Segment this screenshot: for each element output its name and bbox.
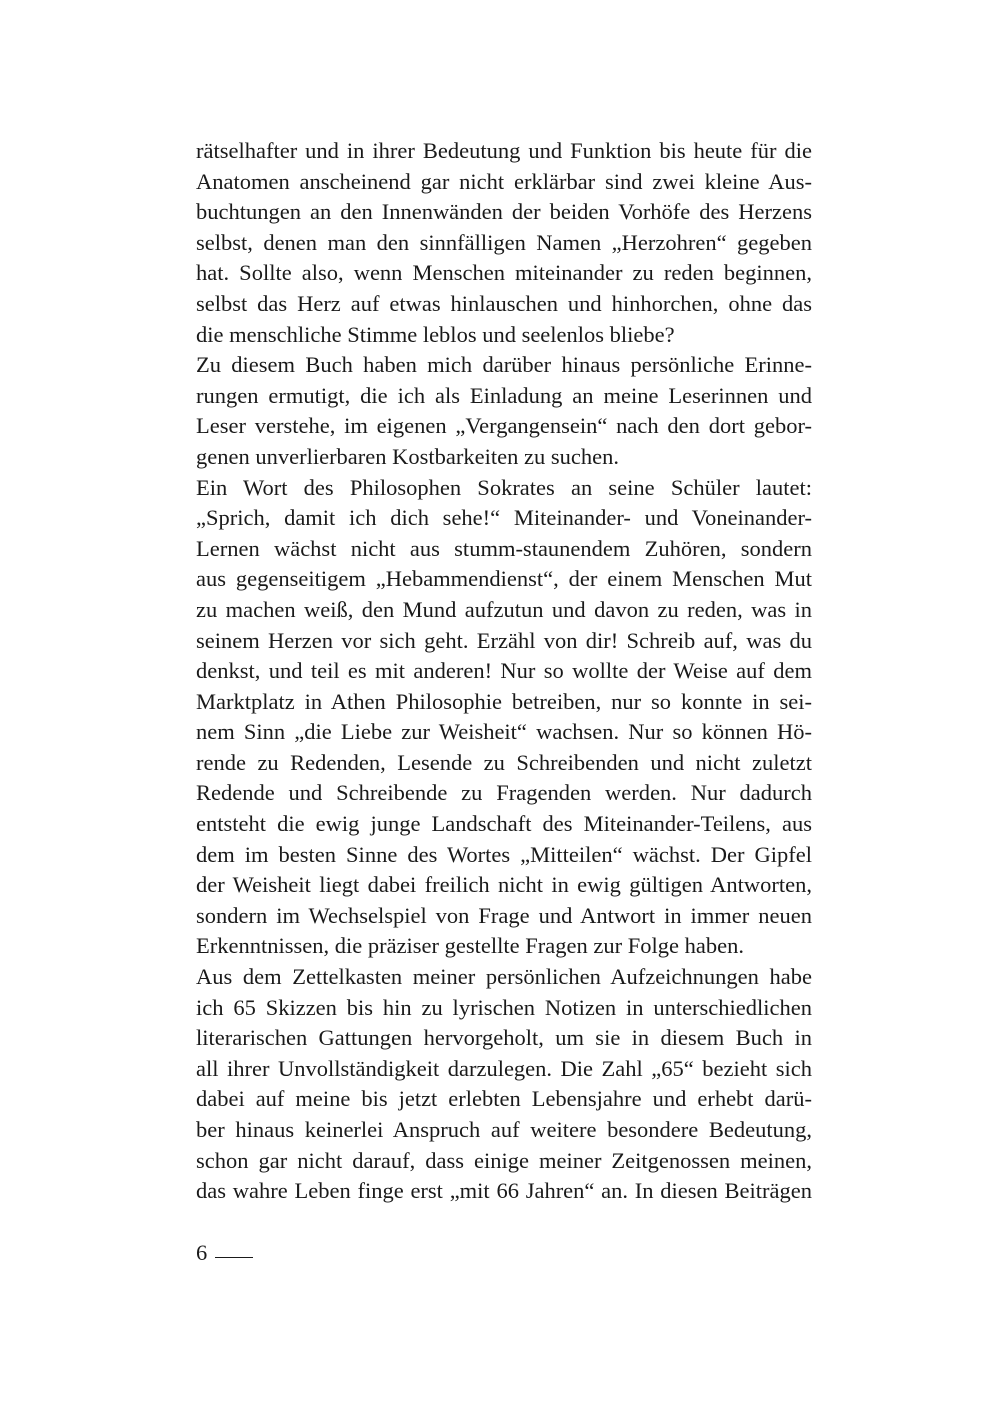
text-line: dem im besten Sinne des Wortes „Mitteilen“ wächst. Der Gipfel xyxy=(196,841,812,867)
text-line: denkst, und teil es mit anderen! Nur so wollte der Weise auf dem xyxy=(196,658,812,684)
text-line: aus gegenseitigem „Hebammendienst“, der einem Menschen Mut xyxy=(196,566,812,592)
page-number: 6 xyxy=(196,1240,208,1265)
text-line: literarischen Gattungen hervorgeholt, um sie in diesem Buch in xyxy=(196,1025,812,1051)
text-line: ber hinaus keinerlei Anspruch auf weitere besondere Bedeutung, xyxy=(196,1117,812,1142)
text-line: Marktplatz in Athen Philosophie betreiben, nur so konnte in sei- xyxy=(196,688,812,714)
text-line: Aus dem Zettelkasten meiner persönlichen Aufzeichnungen habe xyxy=(196,964,812,990)
text-line: schon gar nicht darauf, dass einige meiner Zeitgenossen meinen, xyxy=(196,1147,812,1173)
text-line: ich 65 Skizzen bis hin zu lyrischen Notizen in unterschiedlichen xyxy=(196,994,812,1020)
text-line: dabei auf meine bis jetzt erlebten Lebensjahre und erhebt darü- xyxy=(196,1086,812,1112)
text-line: selbst, denen man den sinnfälligen Namen „Herzohren“ gegeben xyxy=(196,229,812,255)
text-line: Lernen wächst nicht aus stumm-staunendem Zuhören, sondern xyxy=(196,535,812,561)
footer-rule xyxy=(215,1257,253,1258)
body-text xyxy=(196,136,812,1207)
text-line: genen unverlierbaren Kostbarkeiten zu suchen. xyxy=(196,443,619,469)
text-line: sondern im Wechselspiel von Frage und Antwort in immer neuen xyxy=(196,902,812,928)
text-line: Zu diesem Buch haben mich darüber hinaus persönliche Erinne- xyxy=(196,352,812,378)
text-line: „Sprich, damit ich dich sehe!“ Miteinander- und Voneinander- xyxy=(196,505,812,531)
text-line: seinem Herzen vor sich geht. Erzähl von dir! Schreib auf, was du xyxy=(196,627,812,653)
text-line: der Weisheit liegt dabei freilich nicht in ewig gültigen Antworten, xyxy=(196,872,812,898)
text-line: die menschliche Stimme leblos und seelenlos bliebe? xyxy=(196,321,675,347)
text-line: das wahre Leben finge erst „mit 66 Jahren“ an. In diesen Beiträgen xyxy=(196,1178,812,1204)
text-line: hat. Sollte also, wenn Menschen miteinander zu reden beginnen, xyxy=(196,260,812,286)
text-line: rende zu Redenden, Lesende zu Schreibenden und nicht zuletzt xyxy=(196,749,812,775)
text-line: rungen ermutigt, die ich als Einladung an meine Leserinnen und xyxy=(196,382,812,408)
text-line: buchtungen an den Innenwänden der beiden Vorhöfe des Herzens xyxy=(196,199,812,225)
text-line: selbst das Herz auf etwas hinlauschen und hinhorchen, ohne das xyxy=(196,290,812,316)
text-line: entsteht die ewig junge Landschaft des Miteinander-Teilens, aus xyxy=(196,811,812,837)
text-line: zu machen weiß, den Mund aufzutun und davon zu reden, was in xyxy=(196,596,812,622)
text-line: Erkenntnissen, die präziser gestellte Fragen zur Folge haben. xyxy=(196,933,744,959)
text-line: all ihrer Unvollständigkeit darzulegen. Die Zahl „65“ bezieht sich xyxy=(196,1055,812,1081)
text-line: nem Sinn „die Liebe zur Weisheit“ wachsen. Nur so können Hö- xyxy=(196,719,812,745)
text-line: Ein Wort des Philosophen Sokrates an seine Schüler lautet: xyxy=(196,474,812,500)
text-line: Redende und Schreibende zu Fragenden werden. Nur dadurch xyxy=(196,780,812,806)
page-footer xyxy=(196,1238,253,1268)
text-line: Leser verstehe, im eigenen „Vergangensein“ nach den dort gebor- xyxy=(196,413,812,439)
text-line: rätselhafter und in ihrer Bedeutung und Funktion bis heute für die xyxy=(196,138,812,163)
text-line: Anatomen anscheinend gar nicht erklärbar sind zwei kleine Aus- xyxy=(196,168,812,194)
